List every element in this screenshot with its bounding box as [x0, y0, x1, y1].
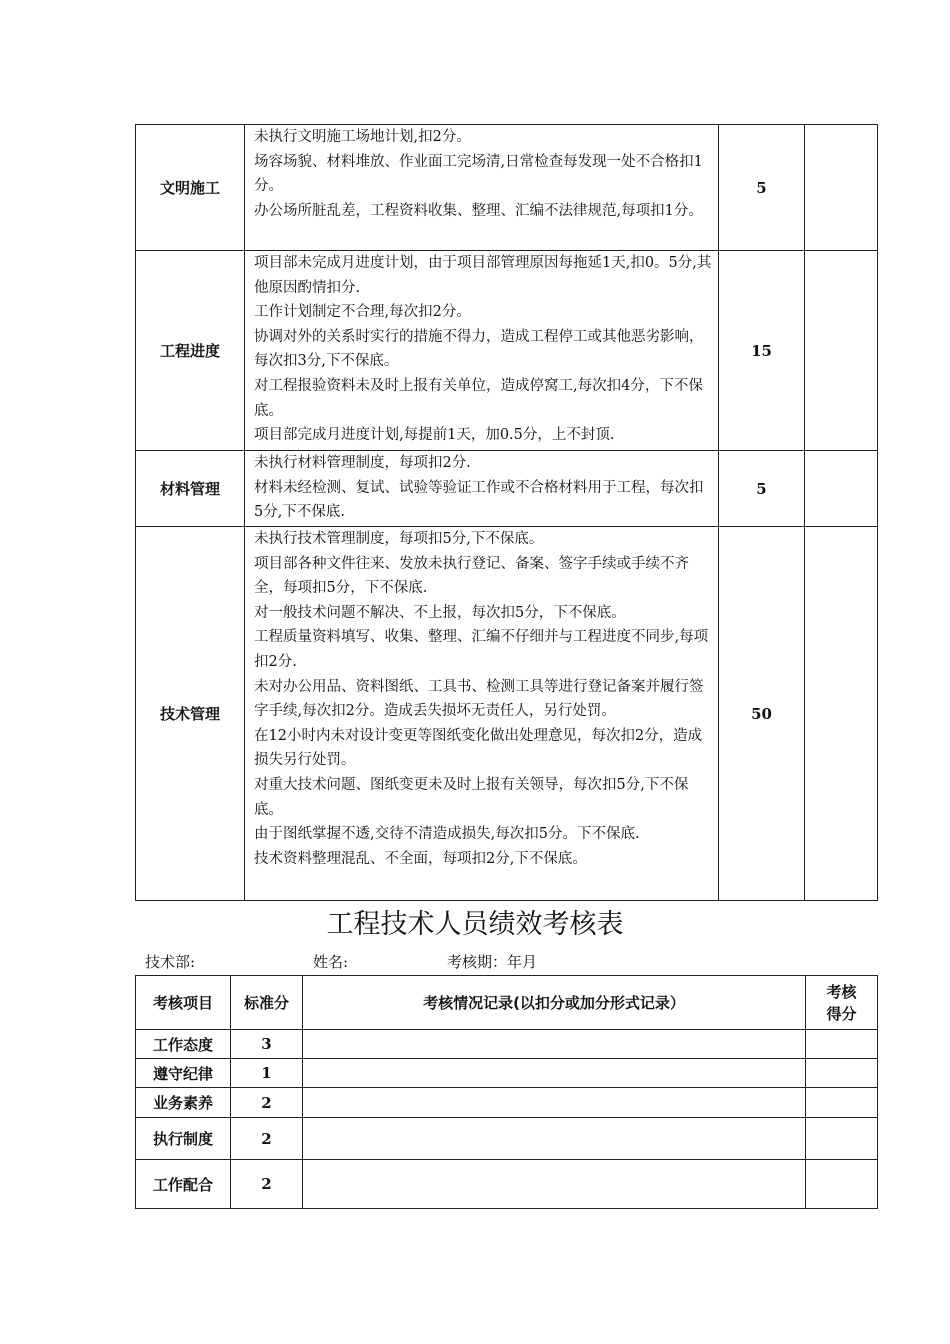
form-header-row [136, 976, 878, 1030]
item-name: 工作态度 [136, 1030, 231, 1059]
dept-label: 技术部: [145, 953, 196, 971]
criteria-row [136, 527, 878, 901]
item-name: 业务素养 [136, 1088, 231, 1118]
header-score-line: 考核 [826, 982, 857, 1001]
category-cell: 技术管理 [136, 527, 245, 901]
header-standard: 标准分 [231, 976, 303, 1030]
score-cell: 15 [719, 251, 805, 451]
criteria-line: 对工程报验资料未及时上报有关单位，造成停窝工,每次扣4分，下不保底。 [254, 377, 703, 419]
result-cell[interactable] [806, 1118, 878, 1160]
criteria-line: 材料未经检测、复试、试验等验证工作或不合格材料用于工程，每次扣5分,下不保底. [254, 479, 704, 521]
criteria-line: 未执行材料管理制度，每项扣2分. [254, 455, 471, 471]
item-name: 遵守纪律 [136, 1059, 231, 1088]
form-row [136, 1088, 878, 1118]
header-item: 考核项目 [136, 976, 231, 1030]
record-cell[interactable] [303, 1059, 806, 1088]
criteria-row [136, 251, 878, 451]
criteria-text [245, 251, 719, 451]
form-row [136, 1160, 878, 1209]
criteria-line: 办公场所脏乱差，工程资料收集、整理、汇编不法律规范,每项扣1分。 [254, 202, 703, 219]
criteria-line: 未对办公用品、资料图纸、工具书、检测工具等进行登记备案并履行签字手续,每次扣2分。造成丢失损坏无责任人，另行处罚。 [254, 678, 704, 720]
criteria-line: 项目部完成月进度计划,每提前1天，加0.5分，上不封顶. [254, 427, 615, 444]
criteria-table [135, 124, 878, 901]
category-cell: 材料管理 [136, 451, 245, 527]
criteria-line: 协调对外的关系时实行的措施不得力，造成工程停工或其他恶劣影响，每次扣3分,下不保底。 [254, 328, 704, 370]
criteria-text [245, 527, 719, 901]
record-cell[interactable] [303, 1160, 806, 1209]
criteria-text [245, 125, 719, 251]
criteria-line: 在12小时内未对设计变更等图纸变化做出处理意见，每次扣2分，造成损失另行处罚。 [254, 727, 703, 769]
result-cell[interactable] [805, 251, 878, 451]
standard-score: 3 [231, 1030, 303, 1059]
criteria-row [136, 125, 878, 251]
criteria-line: 未执行技术管理制度，每项扣5分,下不保底。 [254, 531, 544, 547]
criteria-line: 技术资料整理混乱、不全面，每项扣2分,下不保底。 [254, 850, 587, 867]
standard-score: 2 [231, 1160, 303, 1209]
header-score-line: 得分 [826, 1004, 857, 1023]
result-cell[interactable] [806, 1088, 878, 1118]
category-cell: 文明施工 [136, 125, 245, 251]
result-cell[interactable] [806, 1059, 878, 1088]
criteria-line: 项目部各种文件往来、发放未执行登记、备案、签字手续或手续不齐全，每项扣5分，下不保底. [254, 555, 689, 597]
criteria-line: 由于图纸掌握不透,交待不清造成损失,每次扣5分。下不保底. [254, 826, 640, 843]
criteria-line: 工作计划制定不合理,每次扣2分。 [254, 304, 471, 321]
criteria-row [136, 451, 878, 527]
record-cell[interactable] [303, 1030, 806, 1059]
form-title: 工程技术人员绩效考核表 [326, 909, 624, 940]
form-row [136, 1118, 878, 1160]
evaluation-form-table [135, 975, 878, 1209]
standard-score: 2 [231, 1118, 303, 1160]
result-cell[interactable] [806, 1160, 878, 1209]
period-label: 考核期：年月 [447, 953, 538, 971]
score-cell: 5 [719, 451, 805, 527]
item-name: 工作配合 [136, 1160, 231, 1209]
name-label: 姓名: [313, 953, 349, 971]
result-cell[interactable] [805, 451, 878, 527]
result-cell[interactable] [805, 527, 878, 901]
record-cell[interactable] [303, 1118, 806, 1160]
standard-score: 1 [231, 1059, 303, 1088]
criteria-line: 对一般技术问题不解决、不上报，每次扣5分，下不保底。 [254, 604, 626, 621]
criteria-line: 工程质量资料填写、收集、整理、汇编不仔细并与工程进度不同步,每项扣2分. [254, 629, 709, 670]
record-cell[interactable] [303, 1088, 806, 1118]
category-cell: 工程进度 [136, 251, 245, 451]
form-row [136, 1059, 878, 1088]
header-record: 考核情况记录(以扣分或加分形式记录） [303, 976, 806, 1030]
criteria-line: 场容场貌、材料堆放、作业面工完场清,日常检查每发现一处不合格扣1分。 [254, 153, 703, 195]
criteria-line: 未执行文明施工场地计划,扣2分。 [254, 129, 471, 145]
form-row [136, 1030, 878, 1059]
score-cell: 5 [719, 125, 805, 251]
criteria-text [245, 451, 719, 527]
item-name: 执行制度 [136, 1118, 231, 1160]
criteria-line: 项目部未完成月进度计划，由于项目部管理原因每拖延1天,扣0。5分,其他原因酌情扣分. [254, 255, 712, 296]
standard-score: 2 [231, 1088, 303, 1118]
result-cell[interactable] [805, 125, 878, 251]
score-cell: 50 [719, 527, 805, 901]
header-score [806, 976, 878, 1030]
result-cell[interactable] [806, 1030, 878, 1059]
criteria-line: 对重大技术问题、图纸变更未及时上报有关领导，每次扣5分,下不保底。 [254, 776, 689, 818]
